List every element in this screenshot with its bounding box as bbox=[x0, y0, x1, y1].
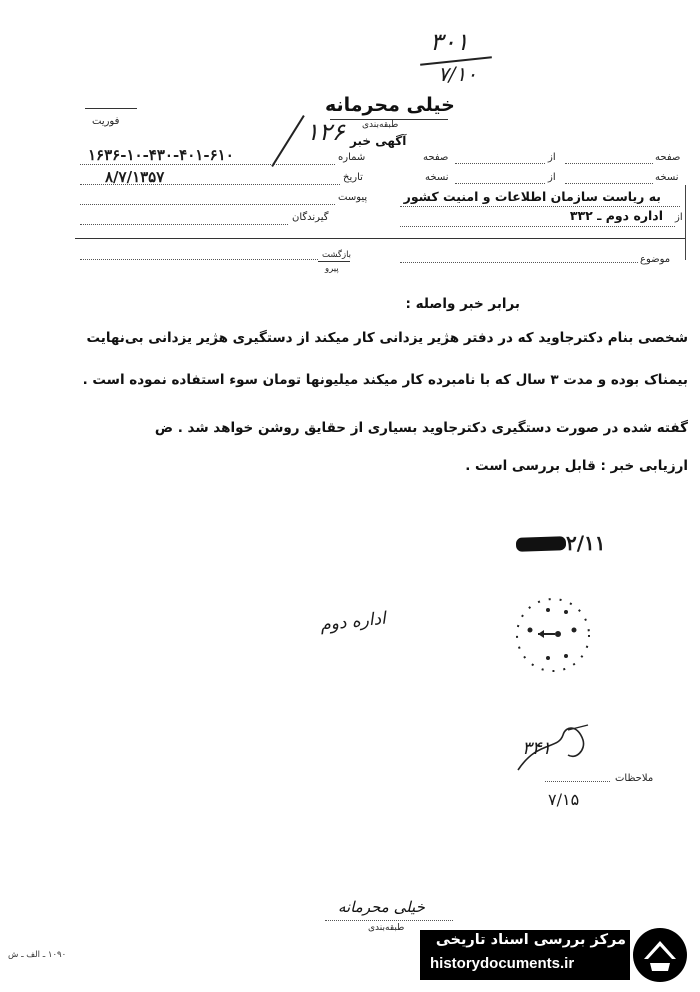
copy-from-label: از bbox=[548, 172, 556, 183]
watermark-logo-icon bbox=[630, 925, 690, 985]
page-label: صفحه bbox=[655, 152, 681, 163]
header-divider bbox=[75, 238, 685, 239]
form-handwritten-number: ۱۲۶ bbox=[306, 118, 345, 146]
remarks-label: ملاحظات bbox=[615, 773, 654, 784]
body-line-2: بیمناک بوده و مدت ۳ سال که با نامبرده کار میکند میلیونها تومان سوء استفاده نموده است . bbox=[82, 372, 688, 388]
stamp-date: ۲/۱۱ bbox=[566, 531, 606, 555]
recipient-dots bbox=[400, 206, 680, 207]
attachment-dots bbox=[80, 204, 335, 205]
top-handwritten-date: ۷/۱۰ bbox=[438, 62, 477, 86]
classification-label: طبقه‌بندی bbox=[362, 120, 399, 130]
handwritten-note-date: ۷/۱۵ bbox=[548, 790, 580, 809]
urgency-label: فوریت bbox=[92, 116, 120, 127]
date-dots bbox=[80, 184, 340, 185]
handwritten-slash bbox=[271, 115, 304, 167]
watermark-title: مرکز بررسی اسناد تاریخی bbox=[435, 932, 626, 948]
subject-label: موضوع bbox=[640, 254, 671, 265]
top-handwritten-number: ۳۰۱ bbox=[430, 28, 469, 56]
from-value: اداره دوم ـ ۳۳۲ bbox=[569, 208, 663, 223]
date-value: ۸/۷/۱۳۵۷ bbox=[105, 168, 165, 186]
body-line-4: ارزیابی خبر : قابل بررسی است . bbox=[465, 458, 688, 474]
number-label: شماره bbox=[338, 152, 366, 163]
signature: اداره دوم bbox=[319, 608, 387, 636]
recipient-value: به ریاست سازمان اطلاعات و امنیت کشور bbox=[403, 189, 661, 204]
recipients-dots bbox=[80, 224, 288, 225]
watermark-url: historydocuments.ir bbox=[430, 955, 575, 972]
circular-stamp-icon bbox=[508, 590, 598, 680]
classification-title: خیلی محرمانه bbox=[325, 94, 455, 116]
number-dots bbox=[80, 164, 335, 165]
footer-form-code: ۱۰۹۰ ـ الف ـ ش bbox=[8, 950, 67, 960]
urgency-line bbox=[85, 108, 137, 109]
copy-dots-1 bbox=[565, 183, 653, 184]
follow-label: پیرو bbox=[325, 264, 339, 274]
page-page-label: صفحه bbox=[423, 152, 449, 163]
copy-label: نسخه bbox=[655, 172, 679, 183]
subject-dots bbox=[400, 262, 638, 263]
follow-underline bbox=[318, 261, 350, 262]
copy-copy-label: نسخه bbox=[425, 172, 449, 183]
page-dots-2 bbox=[455, 163, 545, 164]
date-label: تاریخ bbox=[343, 172, 363, 183]
footer-classification-label: طبقه‌بندی bbox=[368, 923, 405, 933]
copy-dots-2 bbox=[455, 183, 545, 184]
remarks-dots bbox=[545, 781, 610, 782]
footer-dots bbox=[325, 920, 453, 921]
recipients-label: گیرندگان bbox=[292, 212, 329, 223]
body-line-3: گفته شده در صورت دستگیری دکترجاوید بسیاری از حقایق روشن خواهد شد . ض bbox=[154, 420, 688, 436]
body-line-1: شخصی بنام دکترجاوید که در دفتر هژیر یزدانی کار میکند از دستگیری هژیر یزدانی بی‌نهایت bbox=[86, 330, 688, 346]
from-label: از bbox=[675, 212, 683, 223]
form-title: آگهی خبر bbox=[350, 134, 407, 148]
from-dots bbox=[400, 226, 675, 227]
footer-classification: خیلی محرمانه bbox=[338, 898, 425, 916]
page-from-label: از bbox=[548, 152, 556, 163]
back-label: بازگشت bbox=[322, 250, 352, 260]
number-value: ۱۶۳۶-۱۰-۴۳۰-۴۰۱-۶۱۰ bbox=[88, 146, 234, 164]
attachment-label: پیوست bbox=[338, 192, 368, 203]
handwritten-note-number: ۳۴۱ bbox=[522, 738, 552, 759]
body-intro: برابر خبر واصله : bbox=[405, 296, 520, 312]
redaction-mark bbox=[516, 536, 566, 552]
back-dots bbox=[80, 259, 318, 260]
vertical-divider bbox=[685, 185, 686, 260]
page-dots-1 bbox=[565, 163, 653, 164]
